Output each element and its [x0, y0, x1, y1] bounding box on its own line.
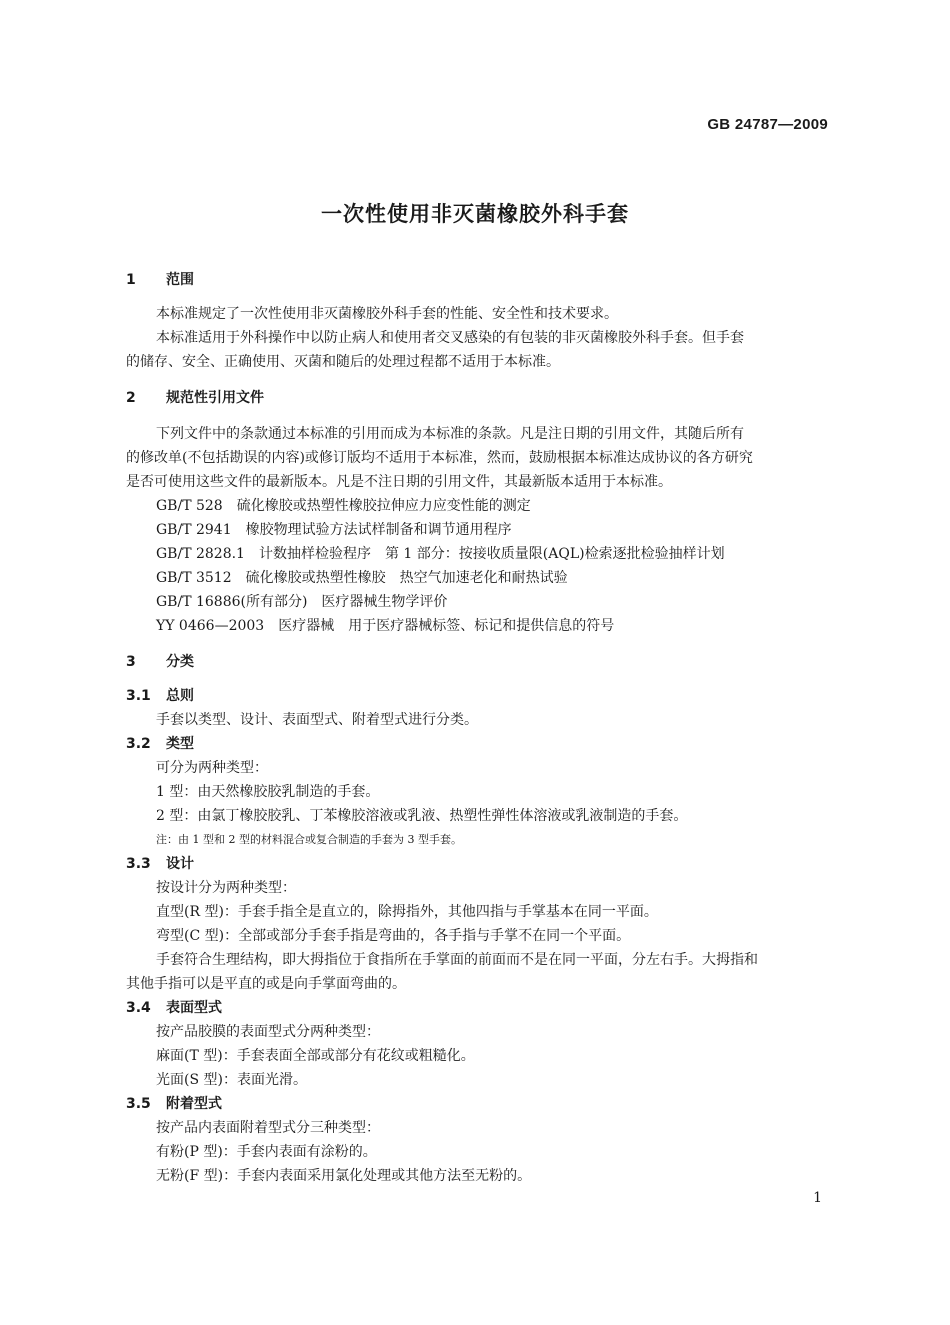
paragraph: 本标准规定了一次性使用非灭菌橡胶外科手套的性能、安全性和技术要求。: [156, 306, 618, 322]
section-number: 3.2: [126, 736, 151, 752]
section-1-heading: [126, 270, 194, 290]
section-title: 总则: [166, 688, 194, 704]
section-3-heading: [126, 652, 194, 672]
reference-item: GB/T 2828.1 计数抽样检验程序 第 1 部分：按接收质量限(AQL)检索逐批检验抽样计划: [156, 546, 725, 562]
paragraph: 光面(S 型)：表面光滑。: [156, 1072, 307, 1088]
paragraph: 1 型：由天然橡胶胶乳制造的手套。: [156, 784, 380, 800]
paragraph: 按设计分为两种类型：: [156, 880, 296, 896]
standard-code: GB 24787—2009: [707, 116, 828, 133]
document-title: 一次性使用非灭菌橡胶外科手套: [321, 202, 629, 226]
paragraph-line: 本标准适用于外科操作中以防止病人和使用者交叉感染的有包装的非灭菌橡胶外科手套。但手套: [156, 330, 744, 346]
subsection-3-1-heading: [126, 686, 194, 706]
paragraph: 可分为两种类型：: [156, 760, 268, 776]
paragraph: 有粉(P 型)：手套内表面有涂粉的。: [156, 1144, 377, 1160]
paragraph: 弯型(C 型)：全部或部分手套手指是弯曲的，各手指与手掌不在同一个平面。: [156, 928, 631, 944]
section-title: 表面型式: [166, 1000, 222, 1016]
paragraph: 2 型：由氯丁橡胶胶乳、丁苯橡胶溶液或乳液、热塑性弹性体溶液或乳液制造的手套。: [156, 808, 688, 824]
section-title: 类型: [166, 736, 194, 752]
section-title: 附着型式: [166, 1096, 222, 1112]
paragraph-line: 手套符合生理结构，即大拇指位于食指所在手掌面的前面而不是在同一平面，分左右手。大拇指和: [156, 952, 758, 968]
paragraph: 按产品胶膜的表面型式分两种类型：: [156, 1024, 380, 1040]
section-2-heading: [126, 388, 264, 408]
reference-item: YY 0466—2003 医疗器械 用于医疗器械标签、标记和提供信息的符号: [156, 618, 615, 634]
paragraph: 麻面(T 型)：手套表面全部或部分有花纹或粗糙化。: [156, 1048, 475, 1064]
section-number: 1: [126, 272, 136, 288]
subsection-3-5-heading: [126, 1094, 222, 1114]
paragraph-line: 的储存、安全、正确使用、灭菌和随后的处理过程都不适用于本标准。: [126, 354, 560, 370]
paragraph-line: 是否可使用这些文件的最新版本。凡是不注日期的引用文件，其最新版本适用于本标准。: [126, 474, 672, 490]
paragraph-line: 其他手指可以是平直的或是向手掌面弯曲的。: [126, 976, 406, 992]
section-title: 设计: [166, 856, 194, 872]
subsection-3-2-heading: [126, 734, 194, 754]
section-title: 规范性引用文件: [166, 390, 264, 406]
section-title: 分类: [166, 654, 194, 670]
paragraph: 按产品内表面附着型式分三种类型：: [156, 1120, 380, 1136]
document-body: [126, 0, 831, 1325]
note: 注：由 1 型和 2 型的材料混合或复合制造的手套为 3 型手套。: [156, 833, 462, 846]
paragraph-line: 的修改单(不包括勘误的内容)或修订版均不适用于本标准，然而，鼓励根据本标准达成协议的各方研究: [126, 450, 753, 466]
page-number: 1: [813, 1190, 822, 1206]
subsection-3-4-heading: [126, 998, 222, 1018]
section-number: 3.3: [126, 856, 151, 872]
paragraph: 手套以类型、设计、表面型式、附着型式进行分类。: [156, 712, 478, 728]
section-number: 3.1: [126, 688, 151, 704]
section-number: 2: [126, 390, 136, 406]
subsection-3-3-heading: [126, 854, 194, 874]
section-number: 3.4: [126, 1000, 151, 1016]
paragraph: 无粉(F 型)：手套内表面采用氯化处理或其他方法至无粉的。: [156, 1168, 532, 1184]
reference-item: GB/T 16886(所有部分) 医疗器械生物学评价: [156, 594, 448, 610]
reference-item: GB/T 3512 硫化橡胶或热塑性橡胶 热空气加速老化和耐热试验: [156, 570, 568, 586]
reference-item: GB/T 2941 橡胶物理试验方法试样制备和调节通用程序: [156, 522, 512, 538]
reference-item: GB/T 528 硫化橡胶或热塑性橡胶拉伸应力应变性能的测定: [156, 498, 531, 514]
section-title: 范围: [166, 272, 194, 288]
paragraph: 直型(R 型)：手套手指全是直立的，除拇指外，其他四指与手掌基本在同一平面。: [156, 904, 658, 920]
paragraph-line: 下列文件中的条款通过本标准的引用而成为本标准的条款。凡是注日期的引用文件，其随后所有: [156, 426, 744, 442]
section-number: 3: [126, 654, 136, 670]
section-number: 3.5: [126, 1096, 151, 1112]
